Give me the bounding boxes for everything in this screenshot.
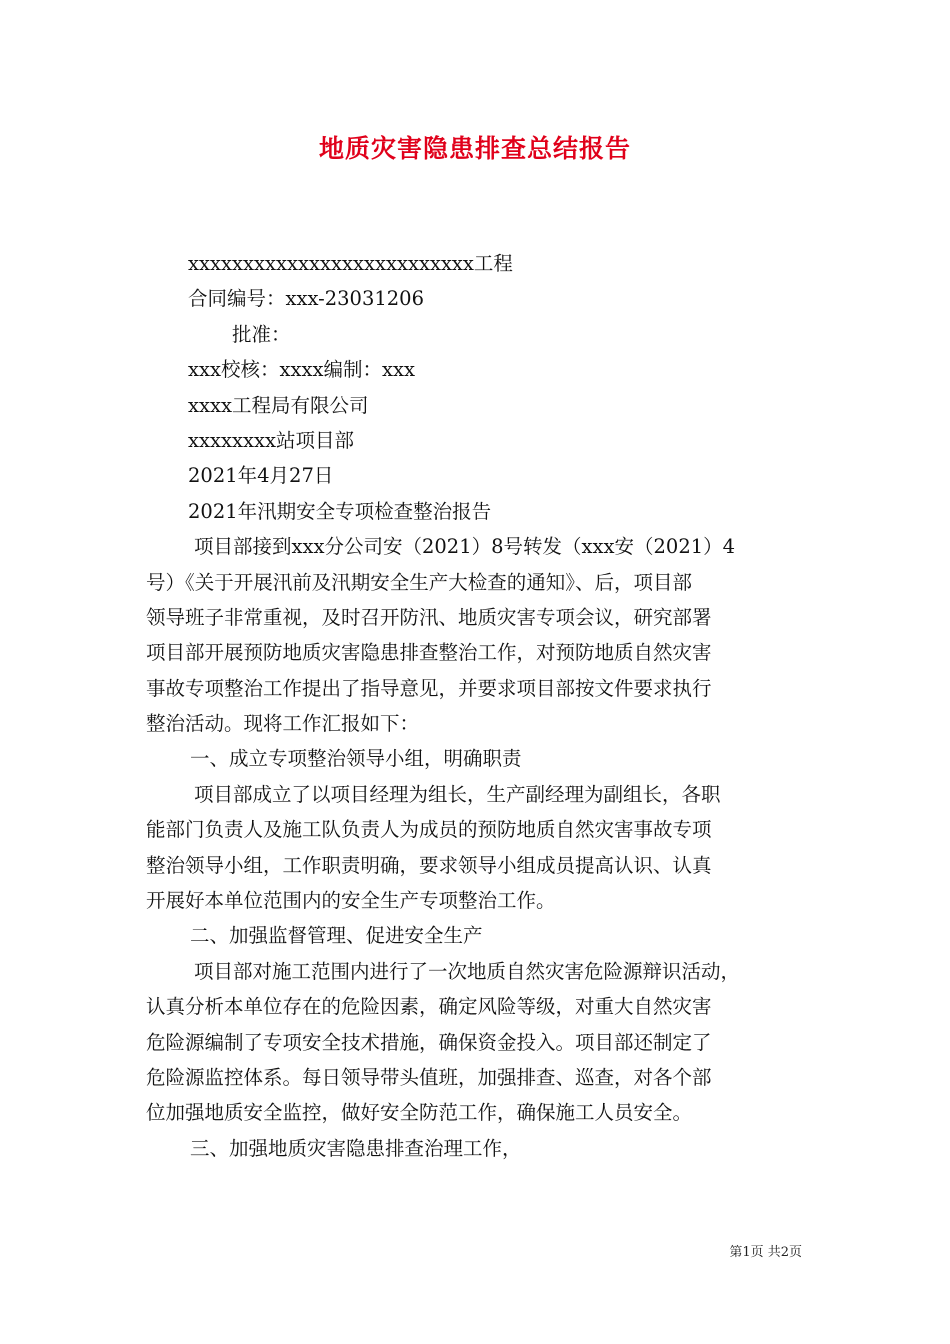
paragraph-line: 项目部接到xxx分公司安（2021）8号转发（xxx安（2021）4 [194, 535, 736, 559]
paragraph-line: 项目部对施工范围内进行了一次地质自然灾害危险源辩识活动， [194, 959, 741, 983]
paragraph-line: 项目部成立了以项目经理为组长，生产副经理为副组长，各职 [194, 782, 721, 806]
paragraph-line: 危险源监控体系。每日领导带头值班，加强排查、巡查，对各个部 [146, 1065, 712, 1089]
paragraph-line: 事故专项整治工作提出了指导意见，并要求项目部按文件要求执行 [146, 676, 712, 700]
paragraph-line: 位加强地质安全监控，做好安全防范工作，确保施工人员安全。 [146, 1101, 693, 1125]
section-heading-2: 二、加强监督管理、促进安全生产 [190, 924, 483, 948]
page-number: 第1页 共2页 [729, 1245, 802, 1260]
company-name: xxxx工程局有限公司 [188, 393, 369, 417]
paragraph-line: 整治活动。现将工作汇报如下： [146, 712, 420, 736]
section-1-paragraph [146, 777, 818, 919]
paragraph-line: 危险源编制了专项安全技术措施，确保资金投入。项目部还制定了 [146, 1030, 712, 1054]
paragraph-line: 整治领导小组，工作职责明确，要求领导小组成员提高认识、认真 [146, 853, 712, 877]
paragraph-line: 认真分析本单位存在的危险因素，确定风险等级，对重大自然灾害 [146, 995, 712, 1019]
paragraph-line: 号）《关于开展汛前及汛期安全生产大检查的通知》、后，项目部 [146, 570, 693, 594]
intro-paragraph [146, 529, 818, 741]
paragraph-line: 领导班子非常重视，及时召开防汛、地质灾害专项会议，研究部署 [146, 605, 712, 629]
paragraph-line: 项目部开展预防地质灾害隐患排查整治工作，对预防地质自然灾害 [146, 641, 712, 665]
project-name: xxxxxxxxxxxxxxxxxxxxxxxxxx工程 [188, 252, 513, 275]
review-edit-line: xxx校核：xxxx编制：xxx [188, 358, 415, 382]
document-date: 2021年4月27日 [188, 464, 334, 488]
department-name: xxxxxxxx站项目部 [188, 428, 354, 452]
report-title: 2021年汛期安全专项检查整治报告 [188, 499, 492, 523]
approve-label: 批准： [232, 322, 291, 346]
paragraph-line: 开展好本单位范围内的安全生产专项整治工作。 [146, 889, 556, 913]
document-title: 地质灾害隐患排查总结报告 [318, 134, 631, 163]
section-heading-1: 一、成立专项整治领导小组，明确职责 [190, 747, 522, 771]
section-2-paragraph [146, 954, 818, 1131]
paragraph-line: 能部门负责人及施工队负责人为成员的预防地质自然灾害事故专项 [146, 818, 712, 842]
section-heading-3: 三、加强地质灾害隐患排查治理工作， [190, 1136, 522, 1160]
document-body [146, 246, 818, 1166]
contract-number: 合同编号：xxx-23031206 [188, 287, 424, 311]
